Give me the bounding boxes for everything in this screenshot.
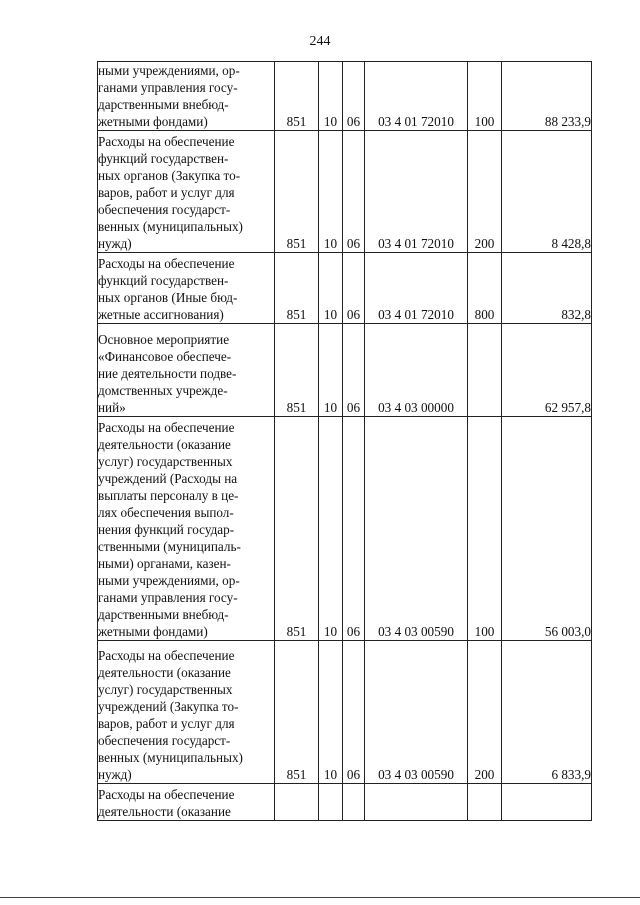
row-description: Расходы на обеспечение функций государствен- ных органов (Иные бюд- жетные ассигнования) [98,253,275,324]
row-description: Расходы на обеспечение деятельности (оказание услуг) государственных учреждений (Закупка то- варов, работ и услуг для обеспечения государст- венных (муниципальных) нужд) [98,641,275,784]
row-amount: 832,8 [502,253,592,324]
table-row [98,62,592,131]
row-admin-code [275,784,319,821]
row-description: ными учреждениями, ор- ганами управления госу- дарственными внебюд- жетными фондами) [98,62,275,131]
row-subsection-code: 06 [343,324,365,417]
row-amount: 8 428,8 [502,131,592,253]
row-amount: 88 233,9 [502,62,592,131]
row-subsection-code: 06 [343,62,365,131]
row-amount: 56 003,0 [502,417,592,641]
table-row [98,641,592,784]
row-section-code: 10 [319,253,343,324]
row-target-code: 03 4 03 00000 [365,324,468,417]
row-subsection-code: 06 [343,417,365,641]
table-row [98,784,592,821]
row-target-code: 03 4 01 72010 [365,62,468,131]
row-target-code [365,784,468,821]
row-expense-type: 100 [468,417,502,641]
row-admin-code: 851 [275,131,319,253]
row-subsection-code: 06 [343,253,365,324]
row-expense-type: 800 [468,253,502,324]
table-row [98,131,592,253]
row-section-code: 10 [319,62,343,131]
row-description: Расходы на обеспечение функций государствен- ных органов (Закупка то- варов, работ и услуг для обеспечения государст- венных (муниципальных) нужд) [98,131,275,253]
row-admin-code: 851 [275,417,319,641]
row-expense-type [468,324,502,417]
row-expense-type [468,784,502,821]
table-row [98,324,592,417]
row-target-code: 03 4 03 00590 [365,417,468,641]
row-target-code: 03 4 01 72010 [365,131,468,253]
row-description: Расходы на обеспечение деятельности (оказание [98,784,275,821]
row-admin-code: 851 [275,62,319,131]
page-number: 244 [309,34,331,49]
table-row [98,417,592,641]
row-admin-code: 851 [275,641,319,784]
table-row [98,253,592,324]
row-amount: 62 957,8 [502,324,592,417]
page-bottom-rule [0,897,640,898]
row-target-code: 03 4 03 00590 [365,641,468,784]
row-admin-code: 851 [275,253,319,324]
row-section-code: 10 [319,641,343,784]
budget-table [97,61,592,821]
row-subsection-code: 06 [343,641,365,784]
row-section-code: 10 [319,324,343,417]
row-section-code [319,784,343,821]
row-subsection-code [343,784,365,821]
row-expense-type: 100 [468,62,502,131]
row-section-code: 10 [319,417,343,641]
row-admin-code: 851 [275,324,319,417]
row-amount [502,784,592,821]
row-expense-type: 200 [468,131,502,253]
row-amount: 6 833,9 [502,641,592,784]
row-description: Расходы на обеспечение деятельности (оказание услуг) государственных учреждений (Расходы на выплаты персоналу в це- лях обеспечения выпол- нения функций государ- ственными (муниципаль- ными) органами, казен- ными учреждениями, ор- ганами управления госу- дарственными внебюд- жетными фондами) [98,417,275,641]
row-target-code: 03 4 01 72010 [365,253,468,324]
row-expense-type: 200 [468,641,502,784]
row-subsection-code: 06 [343,131,365,253]
row-description: Основное мероприятие «Финансовое обеспече- ние деятельности подве- домственных учрежде- ний» [98,324,275,417]
row-section-code: 10 [319,131,343,253]
